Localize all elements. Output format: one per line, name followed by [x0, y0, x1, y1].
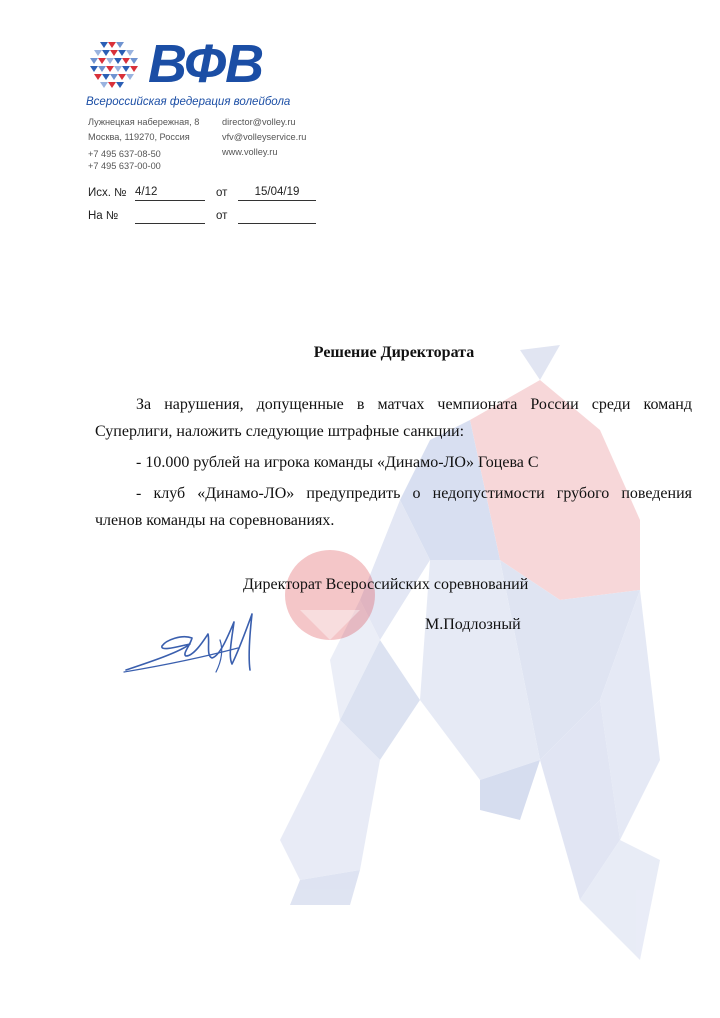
- outgoing-date-label: от: [216, 187, 228, 199]
- handwritten-signature: [120, 600, 280, 690]
- signatory-organization: Директорат Всероссийских соревнований: [243, 576, 529, 593]
- penalty-item: - 10.000 рублей на игрока команды «Динамо-ЛО» Гоцева С: [136, 454, 539, 471]
- contact-block: [222, 115, 306, 160]
- address-block: [88, 115, 199, 145]
- outgoing-date-field: 15/04/19: [238, 186, 316, 201]
- outgoing-number-label: Исх. №: [88, 187, 127, 199]
- penalty-item: - клуб «Динамо-ЛО» предупредить о недопустимости грубого поведения: [136, 485, 692, 502]
- email-link[interactable]: vfv@volleyservice.ru: [222, 132, 307, 142]
- incoming-number-field: [135, 209, 205, 224]
- address-line: Москва, 119270, Россия: [88, 132, 190, 142]
- document-title: Решение Директората: [313, 344, 475, 361]
- website-link[interactable]: www.volley.ru: [222, 147, 278, 157]
- organization-name: Всероссийская федерация волейбола: [86, 96, 291, 108]
- signatory-name: М.Подлозный: [425, 616, 521, 633]
- address-line: Лужнецкая набережная, 8: [88, 117, 200, 127]
- phone-number: +7 495 637-00-00: [88, 161, 161, 171]
- email-link[interactable]: director@volley.ru: [222, 117, 296, 127]
- incoming-date-field: [238, 209, 316, 224]
- paragraph-line: Суперлиги, наложить следующие штрафные санкции:: [95, 423, 465, 440]
- incoming-date-label: от: [216, 210, 228, 222]
- incoming-number-label: На №: [88, 210, 119, 222]
- phone-block: [88, 148, 161, 172]
- paragraph-line: За нарушения, допущенные в матчах чемпионата России среди команд: [136, 396, 692, 413]
- brand-abbreviation: ВФВ: [148, 34, 264, 94]
- paragraph-line: членов команды на соревнованиях.: [95, 512, 335, 529]
- outgoing-number-field: 4/12: [135, 186, 205, 201]
- phone-number: +7 495 637-08-50: [88, 149, 161, 159]
